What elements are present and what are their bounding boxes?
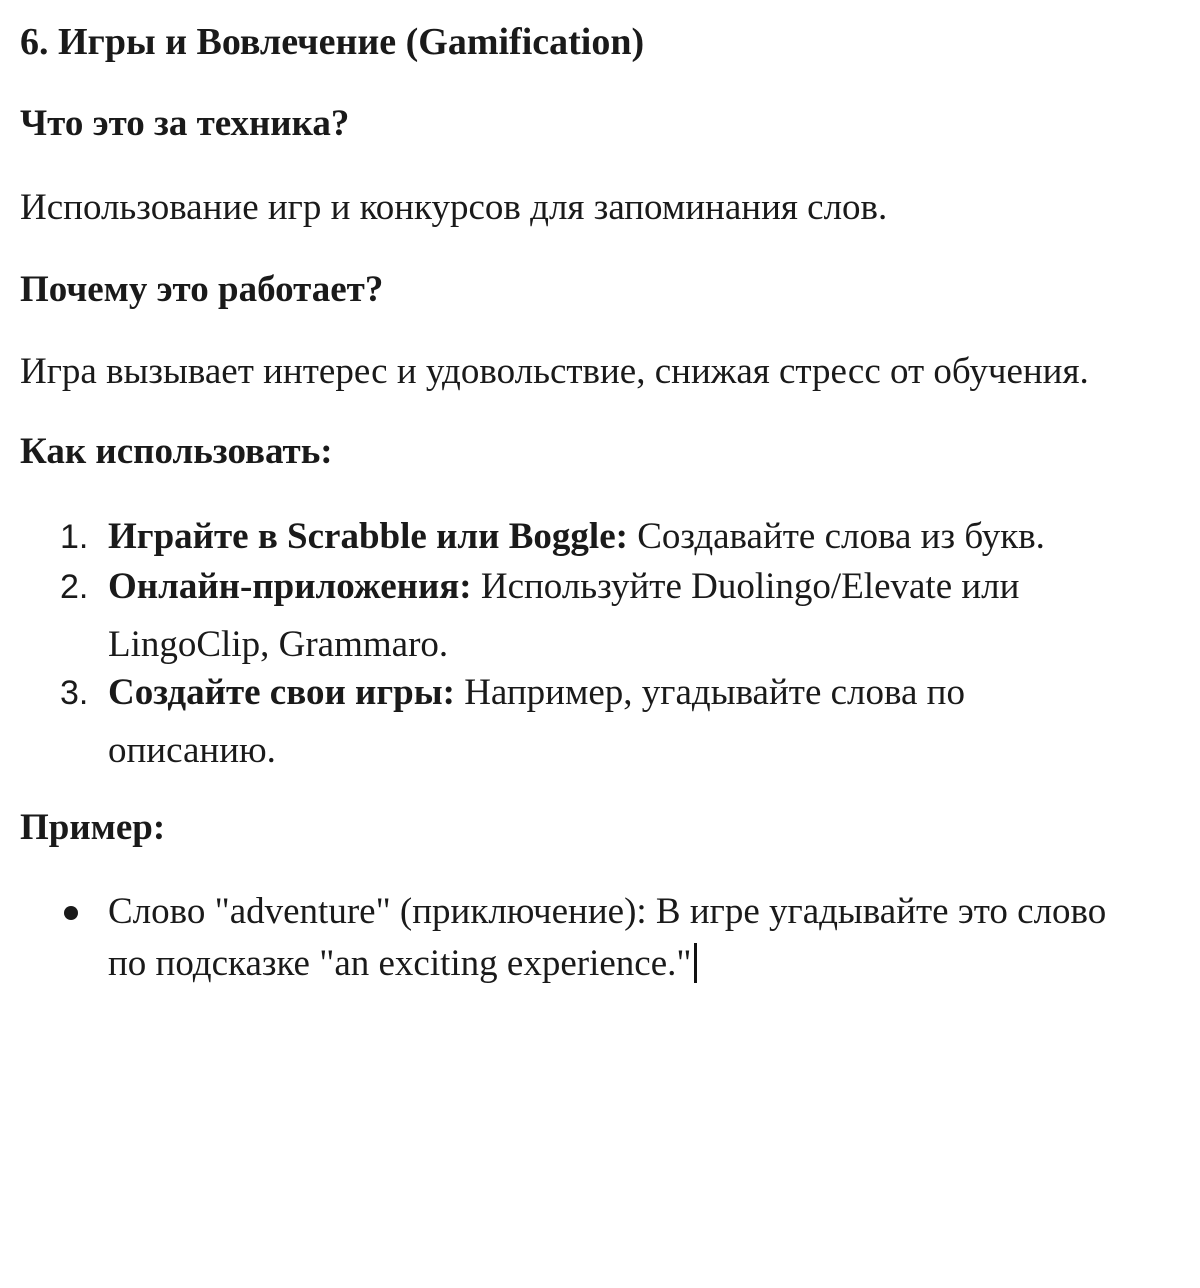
text-cursor <box>694 943 697 983</box>
paragraph-what: Использование игр и конкурсов для запоминания слов. <box>20 187 888 228</box>
list-item-bold: Создайте свои игры: <box>108 672 455 713</box>
list-number: 1. <box>60 518 89 556</box>
heading-why: Почему это работает? <box>20 269 384 310</box>
heading-what: Что это за техника? <box>20 103 350 144</box>
list-item-bold: Онлайн-приложения: <box>108 566 472 607</box>
list-item-text: Например, угадывайте слова по <box>454 672 965 713</box>
example-line-1: Слово "adventure" (приключение): В игре угадывайте это слово <box>108 891 1107 932</box>
example-line-2: по подсказке "an exciting experience." <box>108 943 692 984</box>
document-title: 6. Игры и Вовлечение (Gamification) <box>20 21 645 63</box>
list-number: 3. <box>60 674 89 712</box>
list-item-text: Используйте Duolingo/Elevate или <box>471 566 1020 607</box>
paragraph-why: Игра вызывает интерес и удовольствие, снижая стресс от обучения. <box>20 351 1089 392</box>
list-item-text-continued: описанию. <box>108 730 276 771</box>
heading-example: Пример: <box>20 807 166 848</box>
heading-how: Как использовать: <box>20 431 333 472</box>
list-item-text-continued: LingoClip, Grammaro. <box>108 624 449 665</box>
bullet-icon <box>64 906 78 920</box>
list-item-bold: Играйте в Scrabble или Boggle: <box>108 516 628 557</box>
list-item-text: Создавайте слова из букв. <box>627 516 1045 557</box>
list-number: 2. <box>60 568 89 606</box>
